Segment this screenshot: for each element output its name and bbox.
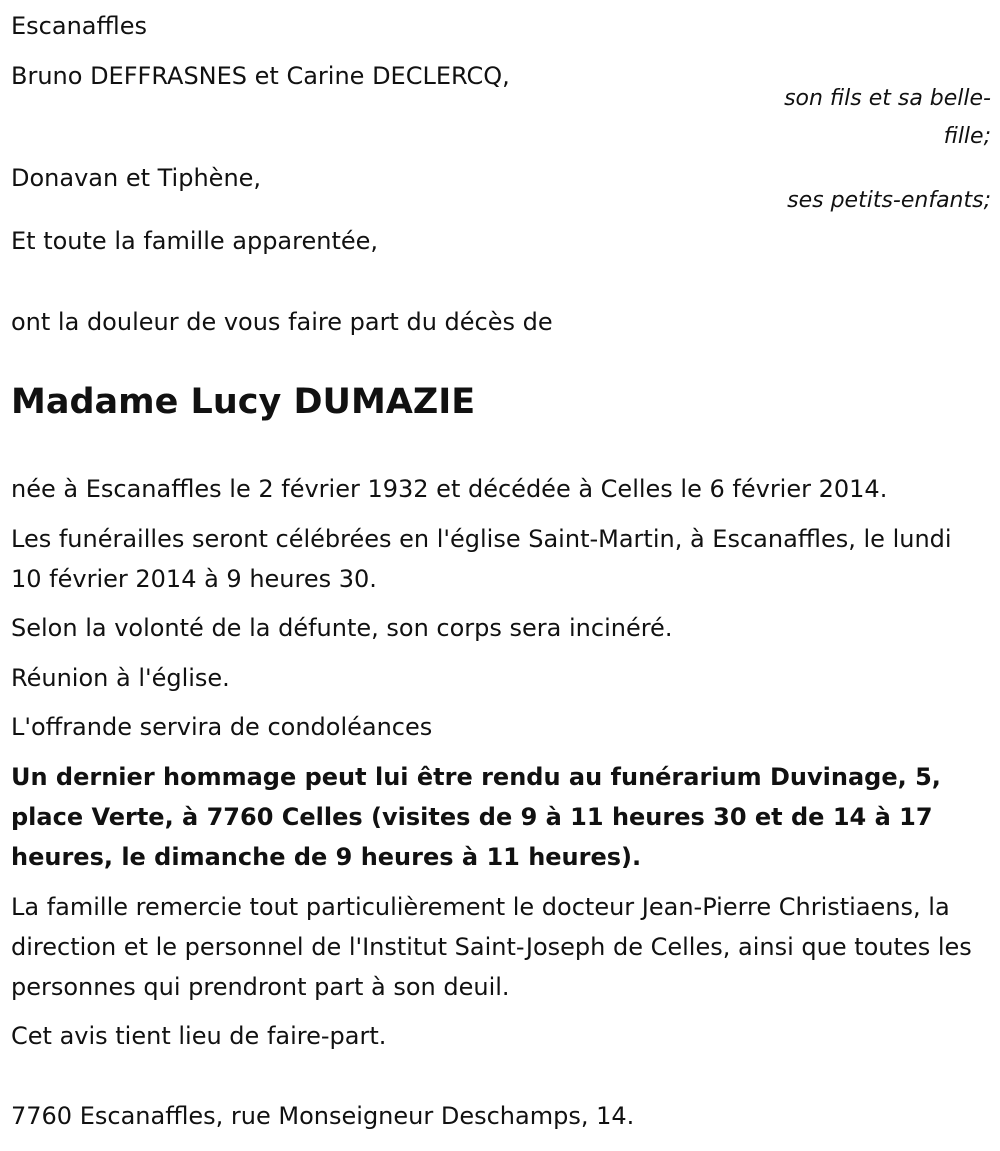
family-grandchildren-names: Donavan et Tiphène, [11, 164, 262, 192]
family-son-role-line1: son fils et sa belle- [784, 86, 991, 111]
family-son-role-line2: fille; [943, 124, 991, 149]
deceased-name: Madame Lucy DUMAZIE [11, 382, 476, 422]
address-text: 7760 Escanaffles, rue Monseigneur Deschamps, 14. [11, 1102, 635, 1130]
notice-text: Cet avis tient lieu de faire-part. [11, 1022, 387, 1050]
tribute-text: Un dernier hommage peut lui être rendu au funérarium Duvinage, 5, place Verte, à 7760 Celles (visites de 9 à 11 heures 30 et de 14 à 17 heures, le dimanche de 9 heures à 11 heures). [11, 763, 941, 871]
header-place: Escanaffles [11, 12, 147, 40]
family-son-names: Bruno DEFFRASNES et Carine DECLERCQ, [11, 62, 510, 90]
funeral-text: Les funérailles seront célébrées en l'église Saint-Martin, à Escanaffles, le lundi 10 février 2014 à 9 heures 30. [11, 525, 952, 593]
thanks-text: La famille remercie tout particulièrement le docteur Jean-Pierre Christiaens, la direction et le personnel de l'Institut Saint-Joseph de Celles, ainsi que toutes les personnes qui prendront part à son deuil. [11, 893, 972, 1001]
family-relatives: Et toute la famille apparentée, [11, 227, 379, 255]
birth-death-text: née à Escanaffles le 2 février 1932 et décédée à Celles le 6 février 2014. [11, 475, 888, 503]
cremation-text: Selon la volonté de la défunte, son corps sera incinéré. [11, 614, 673, 642]
intro-text: ont la douleur de vous faire part du décès de [11, 308, 553, 336]
offering-text: L'offrande servira de condoléances [11, 713, 433, 741]
meeting-text: Réunion à l'église. [11, 664, 230, 692]
family-grandchildren-role: ses petits-enfants; [787, 188, 991, 213]
